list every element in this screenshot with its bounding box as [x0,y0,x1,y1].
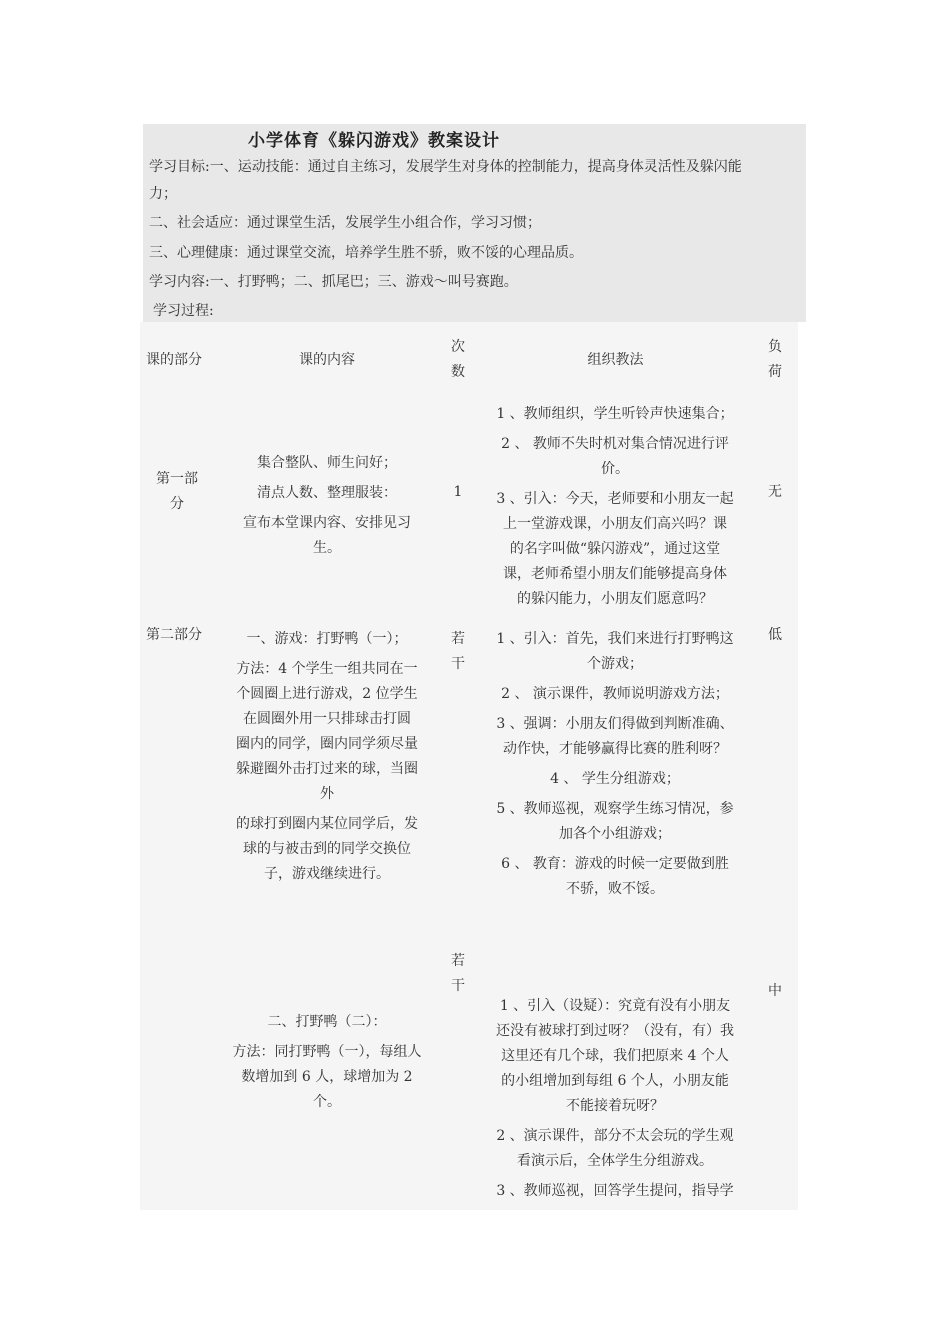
row3-times: 若 干 [451,953,465,994]
row3-method: 1 、引入（设疑）：究竟有没有小朋友 还没有被球打到过呀？（没有，有）我 这里还有几个球，我们把原来 4 个人 的小组增加到每组 6 个人，小朋友能 不能接着玩呀？ 2 、演示课件，部分不太会玩的学生观 看演示后，全体学生分组游戏。 3 、教师巡视，回答学生提问，指导学 [496,998,734,1199]
header-part: 课的部分 [146,352,202,368]
row3-load: 中 [768,983,782,999]
objective-line: 三、心理健康：通过课堂交流，培养学生胜不骄，败不馁的心理品质。 [149,245,583,261]
header-content: 课的内容 [299,352,355,368]
row1-content: 集合整队、师生问好； 清点人数、整理服装： 宣布本堂课内容、安排见习 生。 [243,455,411,556]
objective-line: 二、社会适应：通过课堂生活，发展学生小组合作，学习习惯； [149,215,541,231]
row1-times: 1 [453,484,463,500]
document-title: 小学体育《躲闪游戏》教案设计 [248,131,500,151]
row3-content: 二、打野鸭（二）： 方法：同打野鸭（一），每组人 数增加到 6 人，球增加为 2 个。 [232,1014,422,1110]
header-method: 组织教法 [587,352,644,368]
row2-method: 1 、引入：首先，我们来进行打野鸭这 个游戏； 2 、 演示课件，教师说明游戏方法； 3 、强调：小朋友们得做到判断准确、 动作快，才能够赢得比赛的胜利呀？ 4 、 学生分组游戏； 5 、教师巡视，观察学生练习情况，参 加各个小组游戏； 6 、 教育：游戏的时候一定要做到胜 不骄，败不馁。 [496,631,734,897]
objective-line: 力； [149,186,177,202]
header-times: 次 数 [451,339,465,380]
row2-times: 若 干 [451,631,465,672]
row1-part: 第一部 分 [156,471,198,512]
objective-line: 学习目标:一、运动技能：通过自主练习，发展学生对身体的控制能力，提高身体灵活性及躲闪能 [149,159,742,175]
process-line: 学习过程: [153,303,214,319]
header-load: 负 荷 [768,339,782,380]
row1-load: 无 [768,484,782,500]
row1-method: 1 、教师组织，学生听铃声快速集合； 2 、 教师不失时机对集合情况进行评 价。 3 、引入：今天，老师要和小朋友一起 上一堂游戏课，小朋友们高兴吗？课 的名字叫做“躲闪游戏”，通过这堂 课，老师希望小朋友们能够提高身体 的躲闪能力，小朋友们愿意吗？ [496,406,734,607]
row2-content: 一、游戏：打野鸭（一）； 方法：4 个学生一组共同在一 个圆圈上进行游戏，2 位学生 在圆圈外用一只排球击打圆 圈内的同学，圈内同学须尽量 躲避圈外击打过来的球，当圈 外 的球打到圈内某位同学后，发 球的与被击到的同学交换位 子，游戏继续进行。 [236,631,418,882]
row2-load: 低 [768,627,782,643]
row2-part: 第二部分 [146,627,202,643]
content-line: 学习内容:一、打野鸭；二、抓尾巴；三、游戏～叫号赛跑。 [149,274,518,290]
